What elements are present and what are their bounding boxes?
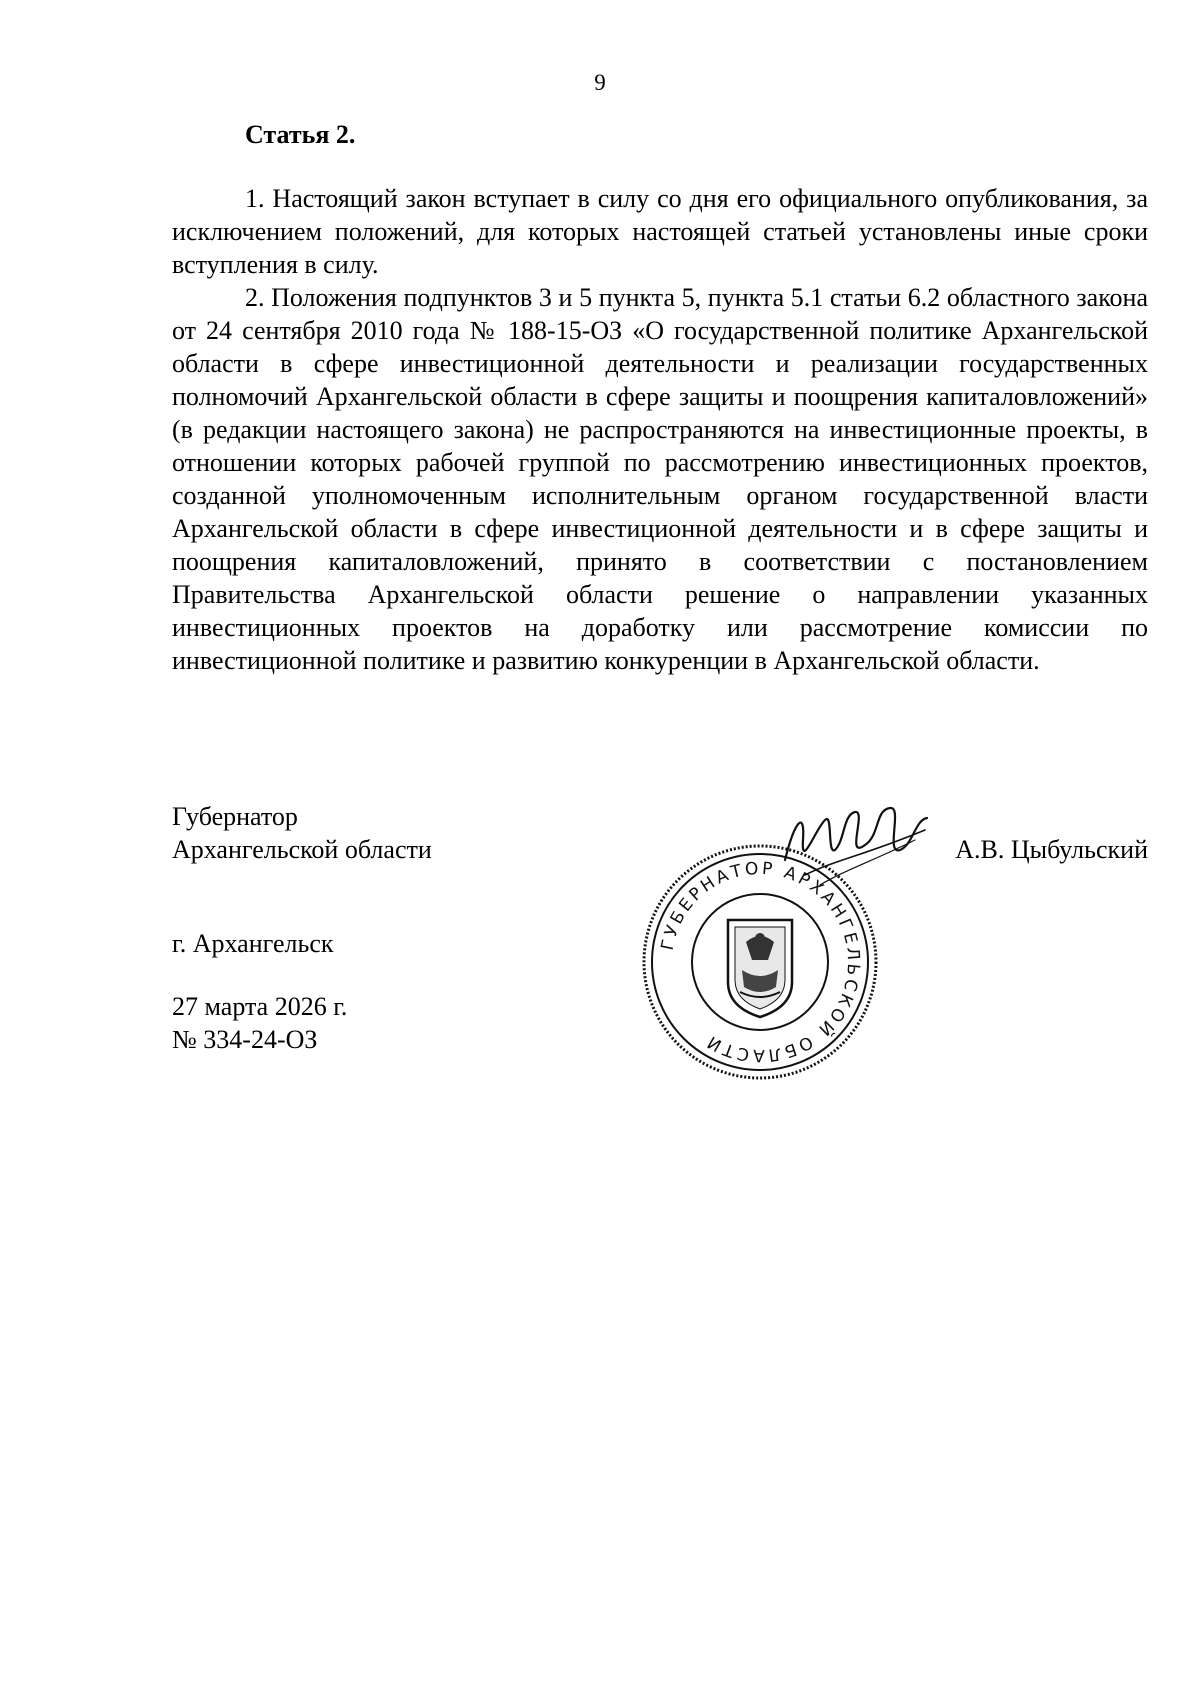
signatory-position-line2: Архангельской области xyxy=(172,835,432,864)
article-body xyxy=(172,182,1148,677)
article-paragraph-2: 2. Положения подпунктов 3 и 5 пункта 5, пункта 5.1 статьи 6.2 областного закона от 24 сентября 2010 года № 188-15-ОЗ «О государственной политике Архангельской области в сфере инвестиционной деятельности и реализации государственных полномочий Архангельской области в сфере защиты и поощрения капиталовложений» (в редакции настоящего закона) не распространяются на инвестиционные проекты, в отношении которых рабочей группой по рассмотрению инвестиционных проектов, созданной уполномоченным исполнительным органом государственной власти Архангельской области в сфере инвестиционной деятельности и в сфере защиты и поощрения капиталовложений, принято в соответствии с постановлением Правительства Архангельской области решение о направлении указанных инвестиционных проектов на доработку или рассмотрение комиссии по инвестиционной политике и развитию конкуренции в Архангельской области. xyxy=(172,283,1148,675)
stamp-text: ГУБЕРНАТОР АРХАНГЕЛЬСКОЙ ОБЛАСТИ xyxy=(657,858,864,1066)
article-title: Статья 2. xyxy=(245,120,356,149)
article-paragraph-1: 1. Настоящий закон вступает в силу со дня его официального опубликования, за исключением положений, для которых настоящей статьей установлены иные сроки вступления в силу. xyxy=(172,184,1148,279)
document-date: 27 марта 2026 г. xyxy=(172,992,348,1021)
signatory-position xyxy=(172,800,432,866)
signatory-position-line1: Губернатор xyxy=(172,802,298,831)
coat-of-arms-icon xyxy=(728,920,792,1017)
date-and-number xyxy=(172,990,347,1056)
document-number: № 334-24-ОЗ xyxy=(172,1025,318,1054)
signatory-name: А.В. Цыбульский xyxy=(955,835,1148,864)
page-number: 9 xyxy=(594,70,606,95)
place-of-signing: г. Архангельск xyxy=(172,929,334,958)
handwritten-signature xyxy=(775,800,935,895)
